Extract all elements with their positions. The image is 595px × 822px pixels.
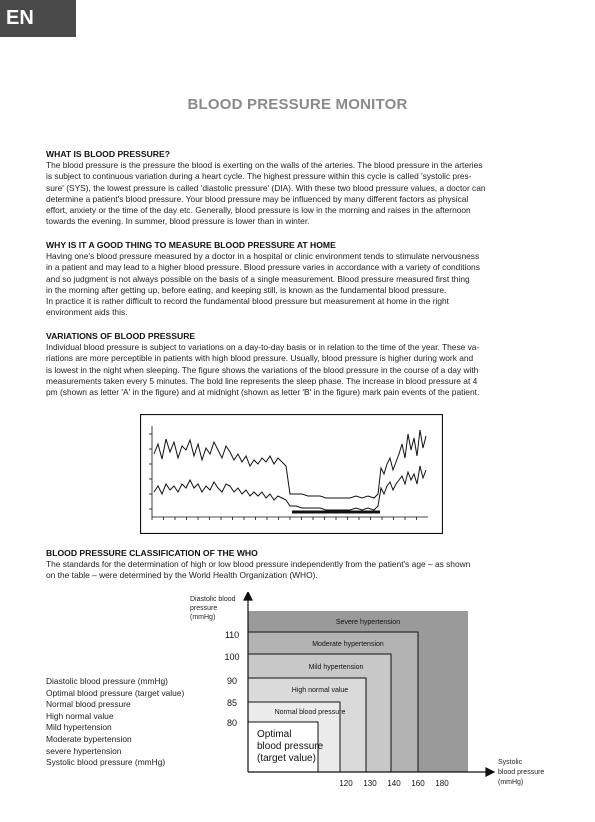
optimal-label: Optimal xyxy=(257,729,292,740)
section-line: determine a patient's blood pressure. Your blood pressure may be influenced by many different factors as physical xyxy=(46,193,469,204)
classification-legend xyxy=(46,676,226,769)
optimal-label: blood pressure xyxy=(257,741,324,752)
section-line: and so judgment is not always possible on the basis of a single measurement. Blood pressure measured first thing xyxy=(46,273,470,284)
page-title: BLOOD PRESSURE MONITOR xyxy=(187,96,408,113)
section-line: in the morning after getting up, before eating, and keeping still, is known as the fundamental blood pressure. xyxy=(46,284,447,295)
legend-line: Normal blood pressure xyxy=(46,699,131,710)
x-axis-label: Systolic xyxy=(498,759,523,766)
legend-line: High normal value xyxy=(46,710,114,721)
section-heading: WHY IS IT A GOOD THING TO MEASURE BLOOD PRESSURE AT HOME xyxy=(46,240,336,250)
section-line: riations are more perceptible in patients with high blood pressure. Usually, blood pressure is higher during work and xyxy=(46,353,474,364)
zone-label-severe: Severe hypertension xyxy=(335,619,401,626)
section-line: The blood pressure is the pressure the blood is exerting on the walls of the arteries. The blood pressure in the arteries xyxy=(46,160,483,170)
legend-line: Diastolic blood pressure (mmHg) xyxy=(46,676,168,686)
section-line: sure' (SYS), the lowest pressure is called 'diastolic pressure' (DIA). With these two blood pressure values, a doctor can xyxy=(46,182,486,193)
y-axis-label: pressure xyxy=(190,605,218,612)
section-line: in a patient and may lead to a higher blood pressure. Blood pressure varies in accordance with a variety of conditions xyxy=(46,262,480,273)
y-axis-label: (mmHg) xyxy=(190,614,216,621)
zone-label-high-normal: High normal value xyxy=(291,687,349,694)
section-line: Individual blood pressure is subject to variations on a day-to-day basis or in relation to the time of the year. These va- xyxy=(46,342,480,352)
section-variations xyxy=(46,331,552,398)
y-tick-label: 90 xyxy=(226,676,238,686)
section-line: In practice it is rather difficult to record the fundamental blood pressure but measurement at home in the right xyxy=(46,296,449,307)
section-heading: BLOOD PRESSURE CLASSIFICATION OF THE WHO xyxy=(46,548,258,558)
language-tab: EN xyxy=(0,0,76,37)
section-line: environment aids this. xyxy=(46,307,128,318)
y-tick-label: 100 xyxy=(224,652,240,662)
x-tick-label: 130 xyxy=(363,779,377,788)
zone-label-moderate: Moderate hypertension xyxy=(312,641,384,648)
y-tick-label: 110 xyxy=(224,630,240,640)
section-line: towards the evening. In summer, blood pressure is lower than in winter. xyxy=(46,216,310,227)
section-line: is subject to continuous variation during a heart cycle. The highest pressure within this cycle is called 'systolic pres- xyxy=(46,171,472,182)
section-line: measurements taken every 5 minutes. The bold line represents the sleep phase. The increase in blood pressure at 4 xyxy=(46,375,478,386)
x-tick-label: 120 xyxy=(339,779,353,788)
legend-line: severe hypertension xyxy=(46,745,122,756)
zone-label-mild: Mild hypertension xyxy=(308,664,364,671)
legend-line: Optimal blood pressure (target value) xyxy=(46,687,185,698)
section-line: Having one's blood pressure measured by a doctor in a hospital or clinic environment tends to stimulate nervousness xyxy=(46,251,480,261)
section-line: The standards for the determination of high or low blood pressure independently from the patient's age – as shown xyxy=(46,559,471,569)
zone-label-normal: Normal blood pressure xyxy=(274,709,346,716)
legend-line: Mild hypertension xyxy=(46,722,112,733)
x-axis-label: blood pressure xyxy=(498,769,545,776)
optimal-label: (target value) xyxy=(257,753,316,764)
x-axis-label: (mmHg) xyxy=(498,779,524,786)
legend-line: Moderate bypertension xyxy=(46,733,132,744)
x-tick-label: 140 xyxy=(387,779,401,788)
section-line: on the table – were determined by the World Health Organization (WHO). xyxy=(46,570,318,581)
y-tick-label: 85 xyxy=(226,698,238,708)
section-who-classification xyxy=(46,548,552,582)
blood-pressure-variation-figure xyxy=(140,414,443,534)
legend-line: Systolic blood pressure (mmHg) xyxy=(46,757,166,768)
section-heading: VARIATIONS OF BLOOD PRESSURE xyxy=(46,331,196,341)
section-heading: WHAT IS BLOOD PRESSURE? xyxy=(46,149,170,159)
who-classification-chart xyxy=(188,592,568,802)
section-line: pm (shown as letter 'A' in the figure) and at midnight (shown as letter 'B' in the figure) mark pain events of the patient. xyxy=(46,387,480,398)
section-line: is lowest in the night when sleeping. The figure shows the variations of the blood pressure in the course of a day with xyxy=(46,364,479,375)
section-what-is-blood-pressure xyxy=(46,149,552,228)
x-tick-label: 160 xyxy=(411,779,425,788)
x-tick-label: 180 xyxy=(435,779,449,788)
section-line: effort, anxiety or the time of the day etc. Generally, blood pressure is low in the morning and raises in the afternoon xyxy=(46,205,471,216)
y-tick-label: 80 xyxy=(226,718,238,728)
section-why-measure-at-home xyxy=(46,240,552,319)
y-axis-label: Diastolic blood xyxy=(190,596,236,603)
